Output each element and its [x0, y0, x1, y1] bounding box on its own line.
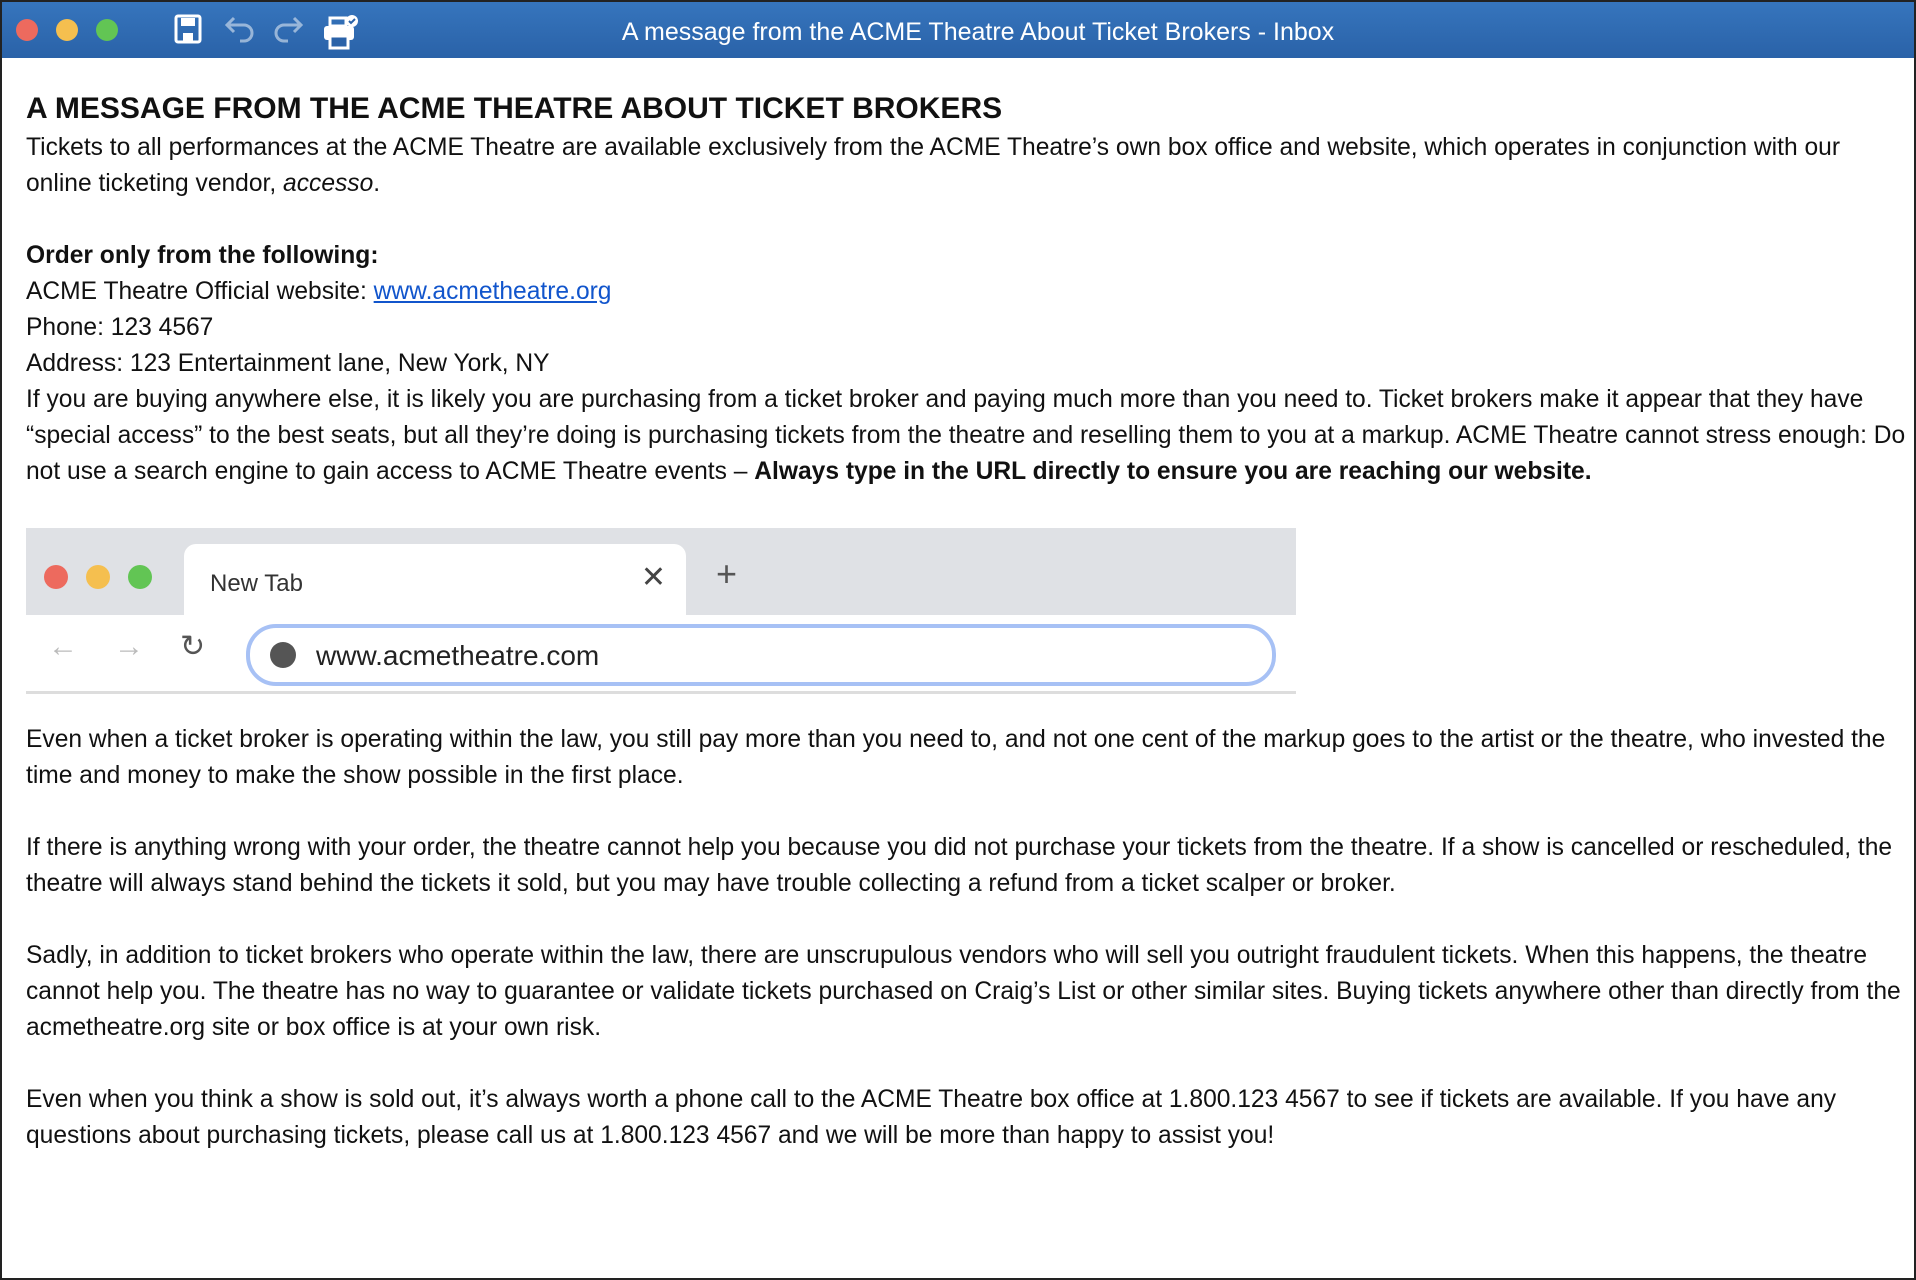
address-url: www.acmetheatre.com — [316, 640, 600, 671]
browser-illustration — [26, 528, 1296, 694]
address-bar — [246, 624, 1276, 686]
reload-icon: ↻ — [180, 630, 206, 663]
address-line: Address: 123 Entertainment lane, New York, NY — [26, 350, 550, 377]
intro-text: Tickets to all performances at the ACME Theatre are available exclusively from the ACME Theatre’s own box office and website, which operates in conjunction with our online ticketing vendor, — [26, 134, 1841, 197]
back-arrow-icon: ← — [48, 630, 78, 663]
email-heading: A MESSAGE FROM THE ACME THEATRE ABOUT TICKET BROKERS — [26, 92, 1003, 125]
markup-paragraph: Even when a ticket broker is operating within the law, you still pay more than you need to, and not one cent of the markup goes to the artist or the theatre, who invested the time and money to make the show possible in the first place. — [26, 726, 1886, 789]
email-body — [26, 86, 1906, 1154]
website-label: ACME Theatre Official website: — [26, 278, 374, 305]
sold-out-paragraph: Even when you think a show is sold out, it’s always worth a phone call to the ACME Theatre box office at 1.800.123 4567 to see if tickets are available. If you have any questions about purchasing tickets, please call us at 1.800.123 4567 and we will be more than happy to assist you! — [26, 1086, 1837, 1149]
forward-arrow-icon: → — [114, 630, 144, 663]
website-line — [26, 274, 1906, 310]
fraud-paragraph: Sadly, in addition to ticket brokers who operate within the law, there are unscrupulous vendors who will sell you outright fraudulent tickets. When this happens, the theatre cannot help you. The theatre has no way to guarantee or validate tickets purchased on Craig’s List or other similar sites. Buying tickets anywhere other than directly from the acmetheatre.org site or box office is at your own risk. — [26, 942, 1901, 1041]
close-icon: ✕ — [640, 561, 666, 594]
warning-text: If you are buying anywhere else, it is likely you are purchasing from a ticket broker and paying much more than you need to. Ticket brokers make it appear that they have “special access” to the best seats, but all they’re doing is purchasing tickets from the theatre and reselling them to you at a markup. ACME Theatre cannot stress enough: Do not use a search engine to gain access to ACME Theatre events – — [26, 386, 1906, 485]
title-bar — [2, 2, 1914, 58]
vendor-name: accesso — [283, 170, 374, 197]
plus-icon: + — [716, 553, 738, 594]
tab-label: New Tab — [210, 570, 303, 597]
globe-icon — [270, 642, 296, 668]
phone-line: Phone: 123 4567 — [26, 314, 214, 341]
warning-paragraph — [26, 382, 1906, 490]
browser-zoom-dot — [128, 565, 152, 589]
window-title: A message from the ACME Theatre About Ticket Brokers - Inbox — [621, 18, 1335, 46]
browser-minimize-dot — [86, 565, 110, 589]
intro-end: . — [373, 170, 381, 197]
browser-close-dot — [44, 565, 68, 589]
order-heading: Order only from the following: — [26, 242, 379, 269]
website-link[interactable]: www.acmetheatre.org — [373, 278, 612, 305]
order-problem-paragraph: If there is anything wrong with your order, the theatre cannot help you because you did not purchase your tickets from the theatre. If a show is cancelled or rescheduled, the theatre will always stand behind the tickets it sold, but you may have trouble collecting a refund from a ticket scalper or broker. — [26, 834, 1893, 897]
browser-tab — [184, 544, 686, 615]
warning-bold: Always type in the URL directly to ensure you are reaching our website. — [754, 458, 1592, 485]
intro-paragraph — [26, 130, 1906, 202]
